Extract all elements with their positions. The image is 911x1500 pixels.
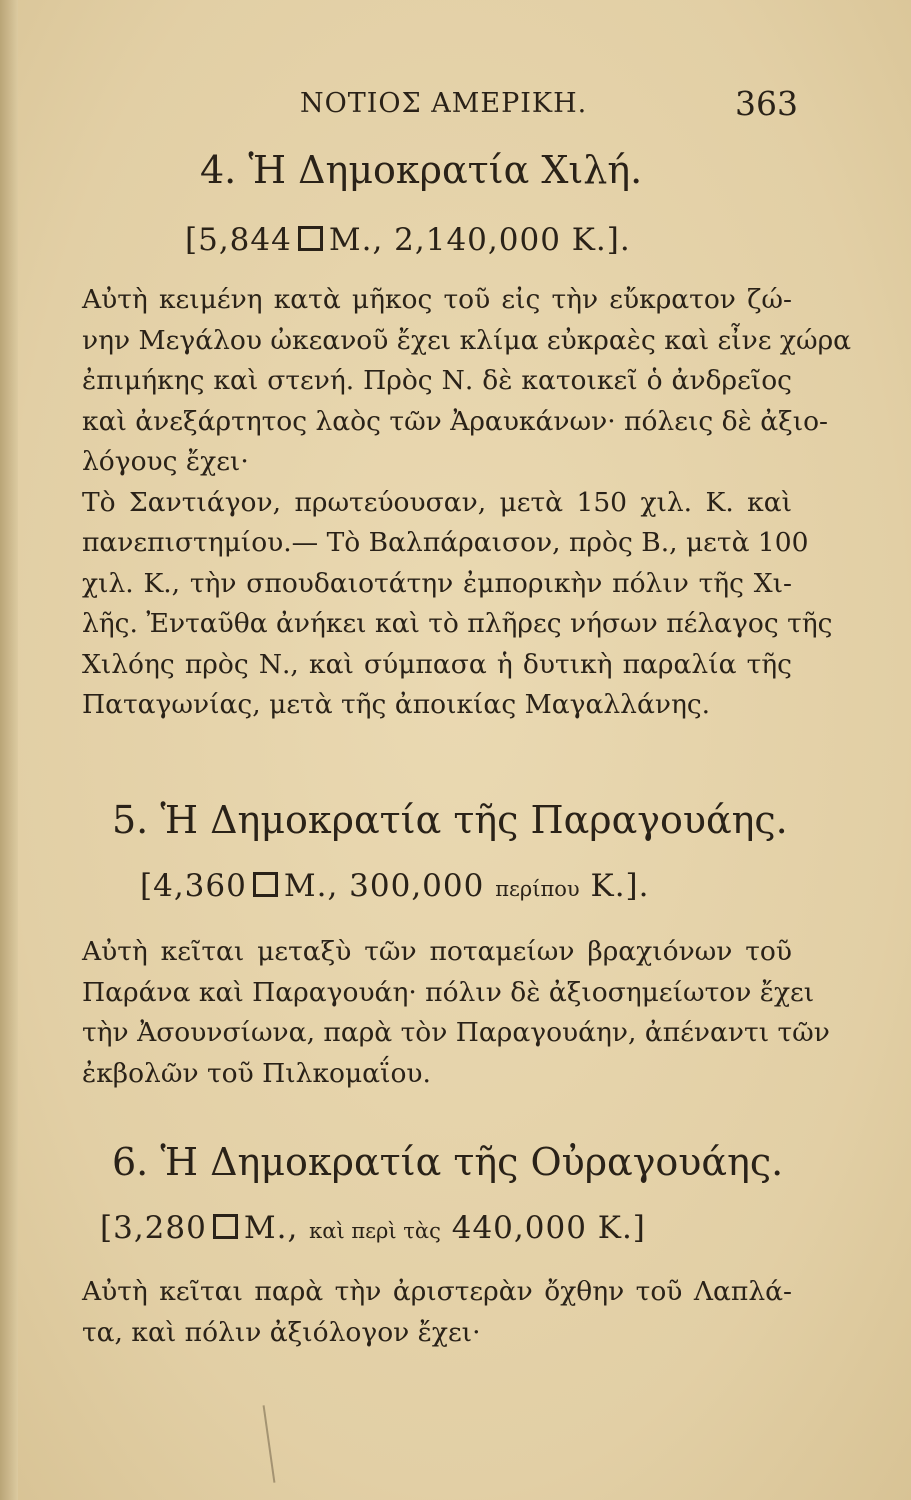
text-line: νην Μεγάλου ὠκεανοῦ ἔχει κλίμα εὐκραὲς καὶ εἶνε χώρα (82, 324, 852, 356)
square-mile-icon (213, 1214, 238, 1239)
text-line: Τὸ Σαντιάγον, πρωτεύουσαν, μετὰ 150 χιλ. Κ. καὶ (82, 486, 792, 518)
text-line: καὶ ἀνεξάρτητος λαὸς τῶν Ἀραυκάνων· πόλεις δὲ ἀξιο- (82, 405, 828, 437)
page-header (0, 84, 911, 128)
section-title-uruguay: 6. Ἡ Δημοκρατία τῆς Οὐραγουάης. (112, 1140, 784, 1184)
text-line: λῆς. Ἐνταῦθα ἀνήκει καὶ τὸ πλῆρες νήσων πέλαγος τῆς (82, 608, 833, 639)
section-stats-chile (185, 222, 631, 258)
pencil-mark (263, 1405, 276, 1483)
text-line: τα, καὶ πόλιν ἀξιόλογον ἔχει· (82, 1316, 481, 1348)
running-head: ΝΟΤΙΟΣ ΑΜΕΡΙΚΗ. (300, 88, 588, 119)
text-line: Αὐτὴ κεῖται μεταξὺ τῶν ποταμείων βραχιόνων τοῦ (82, 936, 792, 967)
page-number: 363 (735, 84, 798, 123)
text-line: τὴν Ἀσουνσίωνα, παρὰ τὸν Παραγουάην, ἀπέναντι τῶν (82, 1017, 830, 1048)
stats-qualifier: περίπου (495, 877, 580, 901)
stats-unit: 440,000 K.] (451, 1210, 646, 1246)
section-title-paraguay: 5. Ἡ Δημοκρατία τῆς Παραγουάης. (112, 798, 788, 842)
square-mile-icon (298, 226, 323, 251)
stats-population: M., 2,140,000 K.]. (328, 222, 631, 258)
text-line: χιλ. Κ., τὴν σπουδαιοτάτην ἐμπορικὴν πόλιν τῆς Χι- (82, 567, 792, 599)
page-spine-shadow (0, 0, 18, 1500)
stats-unit: K.]. (590, 868, 650, 904)
stats-population: M., (243, 1210, 299, 1246)
text-line: λόγους ἔχει· (82, 446, 249, 477)
text-line: ἐκβολῶν τοῦ Πιλκομαΐου. (82, 1057, 431, 1089)
text-line: Αὐτὴ κειμένη κατὰ μῆκος τοῦ εἰς τὴν εὔκρατον ζώ- (82, 284, 792, 315)
section-title-chile: 4. Ἡ Δημοκρατία Χιλή. (200, 148, 643, 192)
paragraph-chile (82, 280, 852, 726)
text-line: Παράνα καὶ Παραγουάη· πόλιν δὲ ἀξιοσημείωτον ἔχει (82, 976, 815, 1008)
stats-population: M., 300,000 (283, 868, 485, 904)
stats-qualifier: καὶ περὶ τὰς (309, 1219, 441, 1243)
text-line: πανεπιστημίου.— Τὸ Βαλπάραισον, πρὸς Β., μετὰ 100 (82, 527, 809, 558)
text-line: Χιλόης πρὸς Ν., καὶ σύμπασα ἡ δυτικὴ παραλία τῆς (82, 648, 792, 680)
paragraph-paraguay (82, 932, 830, 1094)
stats-area: [3,280 (100, 1210, 207, 1246)
text-line: Παταγωνίας, μετὰ τῆς ἀποικίας Μαγαλλάνης. (82, 689, 711, 720)
square-mile-icon (253, 872, 278, 897)
stats-area: [5,844 (185, 222, 292, 258)
section-stats-uruguay (100, 1210, 646, 1246)
stats-area: [4,360 (140, 868, 247, 904)
text-line: ἐπιμήκης καὶ στενή. Πρὸς Ν. δὲ κατοικεῖ ὁ ἀνδρεῖος (82, 365, 792, 396)
section-stats-paraguay (140, 868, 650, 904)
paragraph-uruguay (82, 1272, 792, 1353)
text-line: Αὐτὴ κεῖται παρὰ τὴν ἀριστερὰν ὄχθην τοῦ Λαπλά- (82, 1276, 792, 1307)
